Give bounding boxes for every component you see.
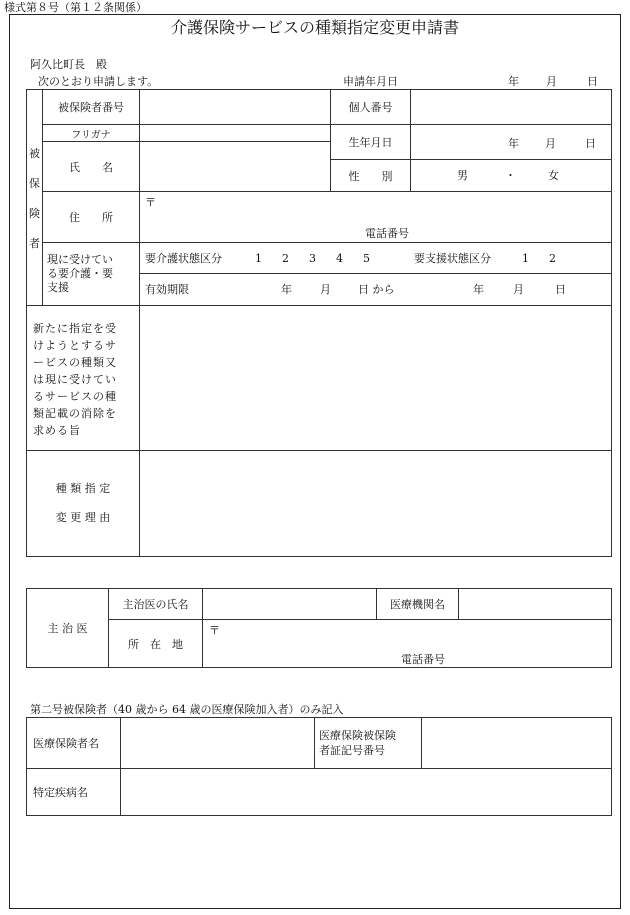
cert-label-line: 医療保険被保険 <box>319 728 396 742</box>
form-number: 様式第８号（第１２条関係） <box>4 1 147 14</box>
application-date-label: 申請年月日 <box>343 75 398 88</box>
insurer-name-field[interactable] <box>121 718 315 769</box>
personal-number-label: 個人番号 <box>331 90 411 125</box>
valid-to-month-label: 月 <box>513 283 524 296</box>
doctor-phone-label: 電話番号 <box>401 653 445 666</box>
address-field[interactable] <box>140 192 612 243</box>
sex-separator: ・ <box>505 169 516 182</box>
institution-label: 医療機関名 <box>377 589 459 620</box>
cert-number-label <box>315 718 422 769</box>
valid-period-label: 有効期限 <box>145 283 189 296</box>
valid-period-field[interactable] <box>140 274 612 306</box>
care-label-line: 現に受けてい <box>47 252 113 266</box>
institution-field[interactable] <box>459 589 612 620</box>
sex-female-option[interactable]: 女 <box>548 169 559 182</box>
care-level-label: 要介護状態区分 <box>145 252 222 265</box>
side-char: 険 <box>29 206 40 220</box>
doctor-label: 主 治 医 <box>27 589 109 668</box>
care-label-line: る要介護・要 <box>47 266 113 280</box>
insurer-name-label: 医療保険者名 <box>27 718 121 769</box>
birth-year-label: 年 <box>508 137 519 150</box>
request-label-line: けようとするサ <box>33 339 117 353</box>
application-day-label: 日 <box>587 75 598 88</box>
birth-date-field[interactable] <box>411 125 612 160</box>
application-month-label: 月 <box>546 75 557 88</box>
support-level-label: 要支援状態区分 <box>414 252 491 265</box>
care-status-label <box>43 243 140 306</box>
request-label-line: 新たに指定を受 <box>33 322 117 335</box>
personal-number-field[interactable] <box>411 90 612 125</box>
side-char: 者 <box>29 236 40 250</box>
valid-year-label: 年 <box>281 283 292 296</box>
doctor-location-label: 所 在 地 <box>109 620 203 668</box>
insured-table <box>26 89 612 557</box>
birth-month-label: 月 <box>545 137 556 150</box>
doctor-table <box>26 588 612 668</box>
request-label-line: ービスの種類又 <box>33 356 117 370</box>
cert-label-line: 者証記号番号 <box>319 744 385 757</box>
care-level-field[interactable] <box>140 243 612 274</box>
doctor-name-field[interactable] <box>203 589 377 620</box>
birth-day-label: 日 <box>585 137 596 150</box>
intro-text: 次のとおり申請します。 <box>38 75 159 88</box>
care-level-option[interactable]: 1 <box>255 252 262 265</box>
insured-number-label: 被保険者番号 <box>43 90 140 125</box>
care-level-option[interactable]: 2 <box>282 252 289 265</box>
request-label-line: るサービスの種 <box>33 390 117 404</box>
insured-side-label <box>27 90 43 306</box>
postal-mark: 〒 <box>145 196 156 209</box>
phone-label: 電話番号 <box>365 227 409 240</box>
support-level-option[interactable]: 1 <box>522 252 529 265</box>
doctor-location-field[interactable] <box>203 620 612 668</box>
application-year-label: 年 <box>508 75 519 88</box>
valid-to-day-label: 日 <box>555 283 566 296</box>
valid-month-label: 月 <box>320 283 331 296</box>
reason-label <box>27 451 140 557</box>
care-level-option[interactable]: 5 <box>363 252 370 265</box>
request-label-line: 求める旨 <box>33 424 81 438</box>
care-label-line: 支援 <box>47 281 69 295</box>
reason-label-line: 種 類 指 定 <box>55 481 111 495</box>
disease-name-label: 特定疾病名 <box>27 769 121 816</box>
side-char: 被 <box>29 146 40 160</box>
request-label-line: は現に受けてい <box>33 373 117 387</box>
second-insured-heading: 第二号被保険者（40 歳から 64 歳の医療保険加入者）のみ記入 <box>30 703 344 716</box>
sex-label: 性 別 <box>331 160 411 192</box>
disease-name-field[interactable] <box>121 769 612 816</box>
reason-field[interactable] <box>140 451 612 557</box>
insured-number-field[interactable] <box>140 90 331 125</box>
request-label <box>27 306 140 451</box>
doctor-name-label: 主治医の氏名 <box>109 589 203 620</box>
support-level-option[interactable]: 2 <box>549 252 556 265</box>
sex-field[interactable] <box>411 160 612 192</box>
cert-number-field[interactable] <box>422 718 612 769</box>
valid-from-label: 日 から <box>358 283 395 296</box>
doctor-postal-mark: 〒 <box>209 624 220 637</box>
birth-date-label: 生年月日 <box>331 125 411 160</box>
care-level-option[interactable]: 3 <box>309 252 316 265</box>
sex-male-option[interactable]: 男 <box>457 169 468 182</box>
name-field[interactable] <box>140 142 331 192</box>
request-field[interactable] <box>140 306 612 451</box>
address-label: 住 所 <box>43 192 140 243</box>
second-insured-table <box>26 717 612 816</box>
side-char: 保 <box>29 176 40 190</box>
addressee: 阿久比町長 殿 <box>30 58 107 71</box>
reason-label-line: 変 更 理 由 <box>55 510 111 524</box>
name-label: 氏 名 <box>43 142 140 192</box>
furigana-field[interactable] <box>140 125 331 142</box>
form-title: 介護保険サービスの種類指定変更申請書 <box>170 18 459 37</box>
valid-to-year-label: 年 <box>473 283 484 296</box>
care-level-option[interactable]: 4 <box>336 252 343 265</box>
furigana-label: フリガナ <box>43 125 140 142</box>
request-label-line: 類記載の消除を <box>33 407 117 421</box>
